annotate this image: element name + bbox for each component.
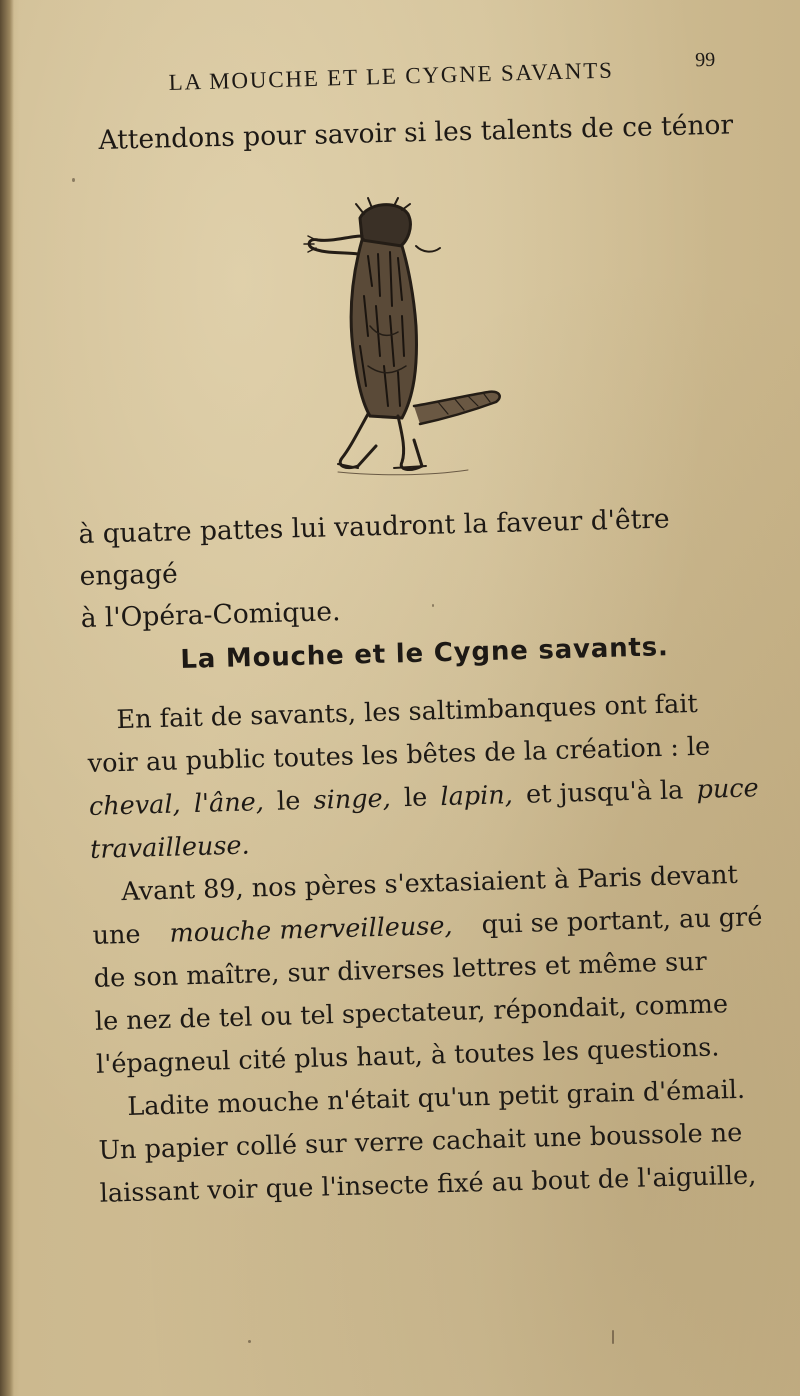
phrase-qui-se-portant: qui se portant, au gré bbox=[481, 902, 763, 941]
paper-speck bbox=[72, 178, 75, 182]
paragraph-2-line-5: l'épagneul cité plus haut, à toutes les questions. bbox=[95, 1032, 720, 1080]
word-puce: puce bbox=[696, 773, 760, 805]
phrase-mouche-merveilleuse: mouche merveilleuse, bbox=[169, 910, 453, 949]
paragraph-1-line-4: travailleuse. bbox=[89, 830, 251, 865]
paper-speck bbox=[432, 604, 434, 607]
paragraph-2-line-3: de son maître, sur diverses lettres et même sur bbox=[93, 946, 708, 994]
page-header bbox=[168, 42, 749, 108]
page-number: 99 bbox=[694, 48, 716, 72]
after-figure-line-1: à quatre pattes lui vaudront la faveur d'être engagé bbox=[78, 503, 671, 592]
opening-text-line: Attendons pour savoir si les talents de ce ténor bbox=[98, 109, 734, 156]
section-title: La Mouche et le Cygne savants. bbox=[180, 632, 669, 675]
word-une: une bbox=[92, 919, 141, 951]
word-singe: singe, bbox=[313, 783, 392, 816]
paragraph-1-line-1: En fait de savants, les saltimbanques ont fait bbox=[116, 688, 699, 736]
paragraph-3-line-3: laissant voir que l'insecte fixé au bout de l'aiguille, bbox=[99, 1160, 757, 1209]
paper-speck bbox=[248, 1340, 251, 1343]
word-cheval: cheval, bbox=[88, 789, 182, 822]
section-body bbox=[86, 681, 770, 1216]
phrase-et-jusqua-la: et jusqu'à la bbox=[525, 775, 684, 810]
paragraph-3-line-1: Ladite mouche n'était qu'un petit grain d'émail. bbox=[126, 1074, 746, 1122]
dog-standing-icon bbox=[298, 196, 512, 476]
after-figure-line-2: à l'Opéra-Comique. bbox=[80, 596, 341, 634]
running-title: LA MOUCHE ET LE CYGNE SAVANTS bbox=[168, 57, 615, 95]
word-ane: l'âne, bbox=[193, 787, 265, 820]
word-le-1: le bbox=[276, 786, 301, 817]
dog-illustration bbox=[298, 196, 512, 476]
paper-speck bbox=[612, 1330, 614, 1344]
paragraph-2-line-4: le nez de tel ou tel spectateur, répondait, comme bbox=[94, 989, 729, 1037]
book-spine-edge bbox=[0, 0, 14, 1396]
paragraph-1-line-2: voir au public toutes les bêtes de la création : le bbox=[87, 731, 711, 779]
paragraph-2-line-1: Avant 89, nos pères s'extasiaient à Paris devant bbox=[120, 859, 739, 908]
after-figure-text bbox=[78, 497, 741, 640]
paragraph-3-line-2: Un papier collé sur verre cachait une boussole ne bbox=[98, 1117, 743, 1166]
word-le-2: le bbox=[403, 782, 428, 814]
word-lapin: lapin, bbox=[440, 780, 514, 813]
